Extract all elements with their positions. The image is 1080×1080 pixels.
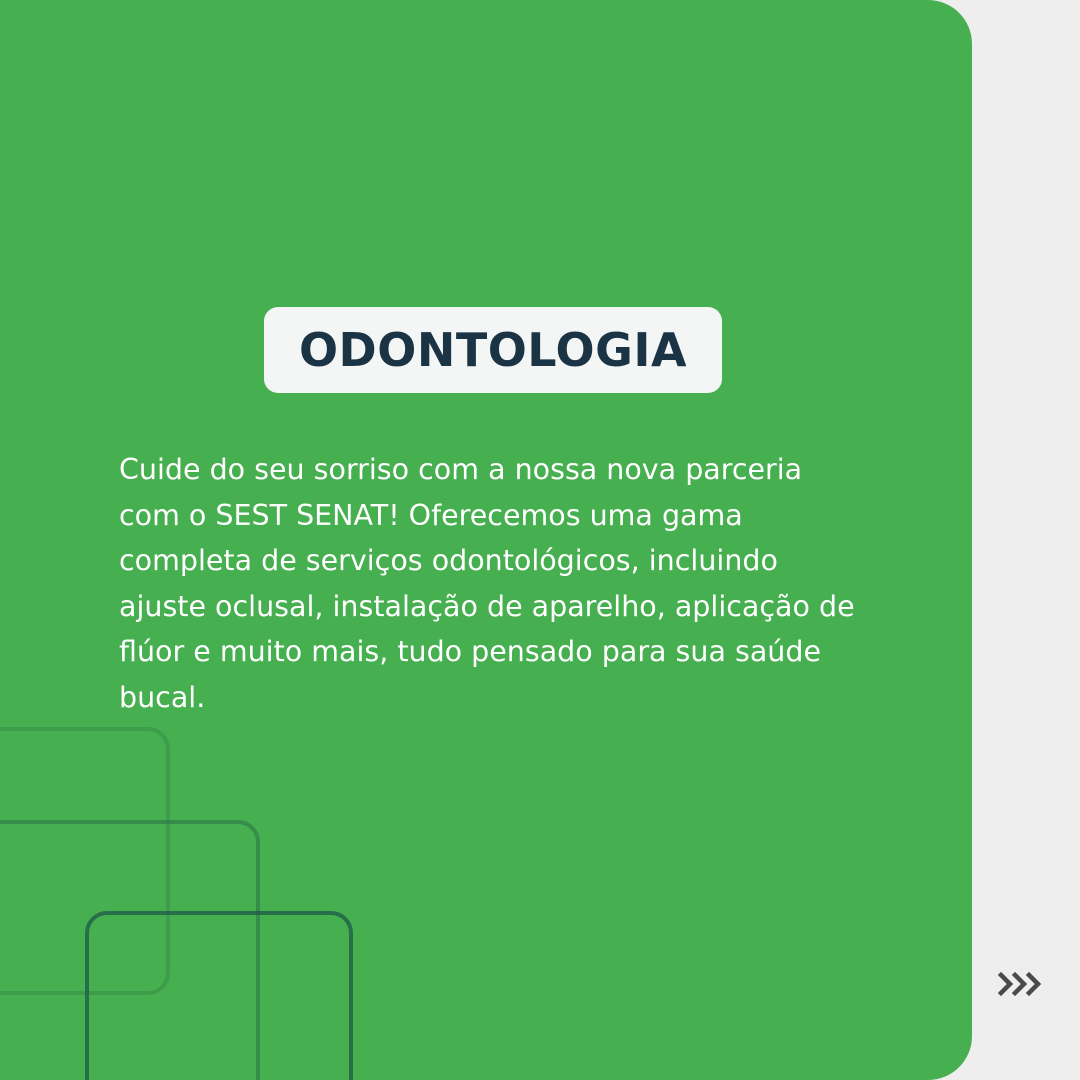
description-text: Cuide do seu sorriso com a nossa nova parceria com o SEST SENAT! Oferecemos uma gama completa de serviços odontológicos, incluindo ajuste oclusal, instalação de aparelho, aplicação de flúor e muito mais, tudo pensado para sua saúde bucal. [119, 453, 855, 714]
chevron-right-icon [1001, 975, 1010, 993]
page-title: ODONTOLOGIA [298, 323, 688, 377]
chevron-right-icon [1015, 975, 1024, 993]
chevron-right-icon [1029, 975, 1038, 993]
triple-chevron-right-icon[interactable] [996, 967, 1046, 1001]
decorative-outline-square [85, 911, 353, 1080]
title-badge [264, 307, 722, 393]
